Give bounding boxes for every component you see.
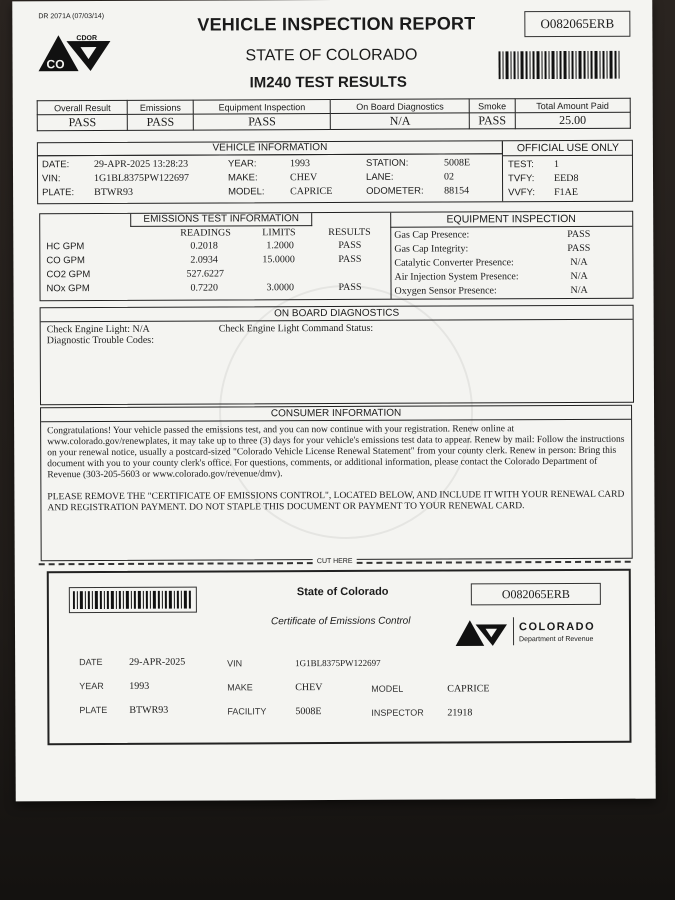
test-value: 1 <box>553 159 559 171</box>
obd-title: ON BOARD DIAGNOSTICS <box>41 306 633 323</box>
cert-make-value: CHEV <box>295 682 323 694</box>
equipment-result: PASS <box>193 114 330 131</box>
model-label: MODEL: <box>228 186 265 198</box>
cert-model-label: MODEL <box>371 683 404 694</box>
emission-limit: 1.2000 <box>266 240 294 252</box>
lane-label: LANE: <box>366 171 394 183</box>
emissions-title: EMISSIONS TEST INFORMATION <box>130 213 312 227</box>
plate-value: BTWR93 <box>94 186 134 199</box>
vvfy-label: VVFY: <box>508 187 536 199</box>
cert-facility-label: FACILITY <box>227 706 267 717</box>
emission-reading: 2.0934 <box>190 254 218 266</box>
summary-header: Overall Result <box>37 100 127 114</box>
cert-year-label: YEAR <box>79 681 104 692</box>
year-value: 1993 <box>289 158 310 170</box>
emission-name: CO2 GPM <box>46 269 91 281</box>
vin-value: 1G1BL8375PW122697 <box>94 172 190 185</box>
equipment-result: N/A <box>570 256 588 268</box>
make-value: CHEV <box>290 172 318 184</box>
cert-plate-value: BTWR93 <box>129 704 169 716</box>
smoke-result: PASS <box>469 113 515 129</box>
vehicle-info-title: VEHICLE INFORMATION <box>38 141 503 156</box>
vehicle-information-section <box>37 140 633 205</box>
cert-date-value: 29-APR-2025 <box>129 656 186 668</box>
control-number: O082065ERB <box>524 11 630 37</box>
total-paid: 25.00 <box>515 112 630 129</box>
department-name: COLORADO <box>518 620 596 634</box>
cert-vin-value: 1G1BL8375PW122697 <box>295 657 381 669</box>
summary-header: On Board Diagnostics <box>331 99 470 114</box>
obd-result: N/A <box>331 113 470 130</box>
report-subtitle: IM240 TEST RESULTS <box>249 73 407 92</box>
certificate-state: State of Colorado <box>296 585 389 599</box>
emission-reading: 0.7220 <box>190 282 219 294</box>
summary-header: Smoke <box>469 99 515 113</box>
equipment-result: PASS <box>567 242 591 254</box>
tvfy-label: TVFY: <box>508 173 535 185</box>
test-label: TEST: <box>507 159 534 171</box>
equipment-name: Oxygen Sensor Presence: <box>394 285 497 297</box>
cert-facility-value: 5008E <box>295 706 322 718</box>
certificate-control-number: O082065ERB <box>471 583 601 606</box>
emission-limit: 15.0000 <box>262 254 295 266</box>
station-value: 5008E <box>443 157 471 169</box>
equipment-title: EQUIPMENT INSPECTION <box>390 212 632 228</box>
emission-result: PASS <box>338 281 362 293</box>
vvfy-value: F1AE <box>554 186 579 199</box>
cert-model-value: CAPRICE <box>447 683 490 695</box>
station-label: STATION: <box>365 157 409 169</box>
equipment-name: Gas Cap Presence: <box>394 229 470 241</box>
emission-result: PASS <box>338 239 362 251</box>
summary-header: Total Amount Paid <box>515 98 630 113</box>
plate-label: PLATE: <box>42 187 75 199</box>
equipment-result: N/A <box>570 284 588 296</box>
odometer-value: 88154 <box>444 185 470 197</box>
tvfy-value: EED8 <box>554 172 579 185</box>
emission-reading: 527.6227 <box>186 268 224 280</box>
equipment-name: Catalytic Converter Presence: <box>394 257 514 269</box>
emission-name: CO GPM <box>46 255 85 267</box>
overall-result: PASS <box>37 114 127 130</box>
equipment-result: PASS <box>567 228 591 240</box>
check-engine-light: Check Engine Light: N/A <box>46 323 150 336</box>
official-use-title: OFFICIAL USE ONLY <box>503 141 633 157</box>
certificate-of-emissions-control <box>47 569 632 746</box>
logo-text: CDOR <box>76 35 98 43</box>
form-id: DR 2071A (07/03/14) <box>38 12 105 21</box>
year-label: YEAR: <box>227 158 257 170</box>
certificate-cdor-logo-icon <box>454 617 510 647</box>
consumer-info-notice: PLEASE REMOVE THE "CERTIFICATE OF EMISSIONS CONTROL", LOCATED BELOW, AND INCLUDE IT WITH YOUR RENEWAL CARD AND REGISTRATION PAYMENT. DO NOT STAPLE THIS DOCUMENT OR PAYMENT TO YOUR RENEWAL CARD. <box>47 489 625 514</box>
obd-section <box>40 305 634 406</box>
emission-reading: 0.2018 <box>190 240 218 252</box>
make-label: MAKE: <box>228 172 258 184</box>
emission-name: NOx GPM <box>46 283 90 295</box>
equipment-name: Gas Cap Integrity: <box>394 243 469 255</box>
cert-inspector-label: INSPECTOR <box>371 707 424 718</box>
cert-vin-label: VIN <box>227 658 243 669</box>
emissions-equipment-section <box>39 211 633 302</box>
cert-plate-label: PLATE <box>79 704 108 716</box>
consumer-info-paragraph: Congratulations! Your vehicle passed the emissions test, and you can now continue with your registration. Renew online at www.colorado.gov/renewplates, it may take up to three (3) days for your vehicle's emissions test data to appear. Renew by mail: Follow the instructions on your renewal notice, usually a postcard-sized "Colorado Vehicle License Renewal Statement" from your county clerk. Renew in person: Bring this document with you to your county clerk's office. For questions, comments, or additional information, please contact the Colorado Department of Revenue (303-205-5603 or www.colorado.gov/revenue/dmv). <box>47 424 625 481</box>
col-readings: READINGS <box>180 227 231 239</box>
report-state: STATE OF COLORADO <box>245 46 418 65</box>
lane-value: 02 <box>444 171 455 183</box>
consumer-info-title: CONSUMER INFORMATION <box>41 406 631 423</box>
logo-co: CO <box>46 57 65 72</box>
vin-label: VIN: <box>42 173 61 185</box>
cdor-logo-icon <box>36 31 114 73</box>
report-title: VEHICLE INSPECTION REPORT <box>197 13 476 35</box>
date-value: 29-APR-2025 13:28:23 <box>93 158 189 171</box>
equipment-name: Air Injection System Presence: <box>394 271 519 283</box>
emission-result: PASS <box>338 253 362 265</box>
emission-limit: 3.0000 <box>266 282 295 294</box>
diagnostic-trouble-codes: Diagnostic Trouble Codes: <box>46 334 154 347</box>
col-limits: LIMITS <box>262 227 296 239</box>
emission-name: HC GPM <box>46 241 85 253</box>
equipment-result: N/A <box>570 270 588 282</box>
inspection-report-paper <box>12 0 655 801</box>
cert-inspector-value: 21918 <box>447 707 473 719</box>
odometer-label: ODOMETER: <box>366 185 424 197</box>
barcode-icon <box>498 51 620 80</box>
summary-table <box>37 98 631 132</box>
col-results: RESULTS <box>328 226 371 239</box>
cert-make-label: MAKE <box>227 682 253 693</box>
consumer-information-section <box>40 405 633 562</box>
date-label: DATE: <box>41 159 70 171</box>
check-engine-command-status: Check Engine Light Command Status: <box>218 322 374 335</box>
summary-header: Emissions <box>127 100 193 114</box>
cert-date-label: DATE <box>79 657 103 668</box>
cut-here-label: CUT HERE <box>313 558 357 565</box>
emissions-result: PASS <box>127 114 193 130</box>
model-value: CAPRICE <box>290 186 333 198</box>
department-subtitle: Department of Revenue <box>519 635 594 644</box>
cert-year-value: 1993 <box>129 680 150 692</box>
certificate-barcode-icon <box>69 587 197 614</box>
summary-header: Equipment Inspection <box>193 100 330 115</box>
certificate-title: Certificate of Emissions Control <box>270 615 411 628</box>
